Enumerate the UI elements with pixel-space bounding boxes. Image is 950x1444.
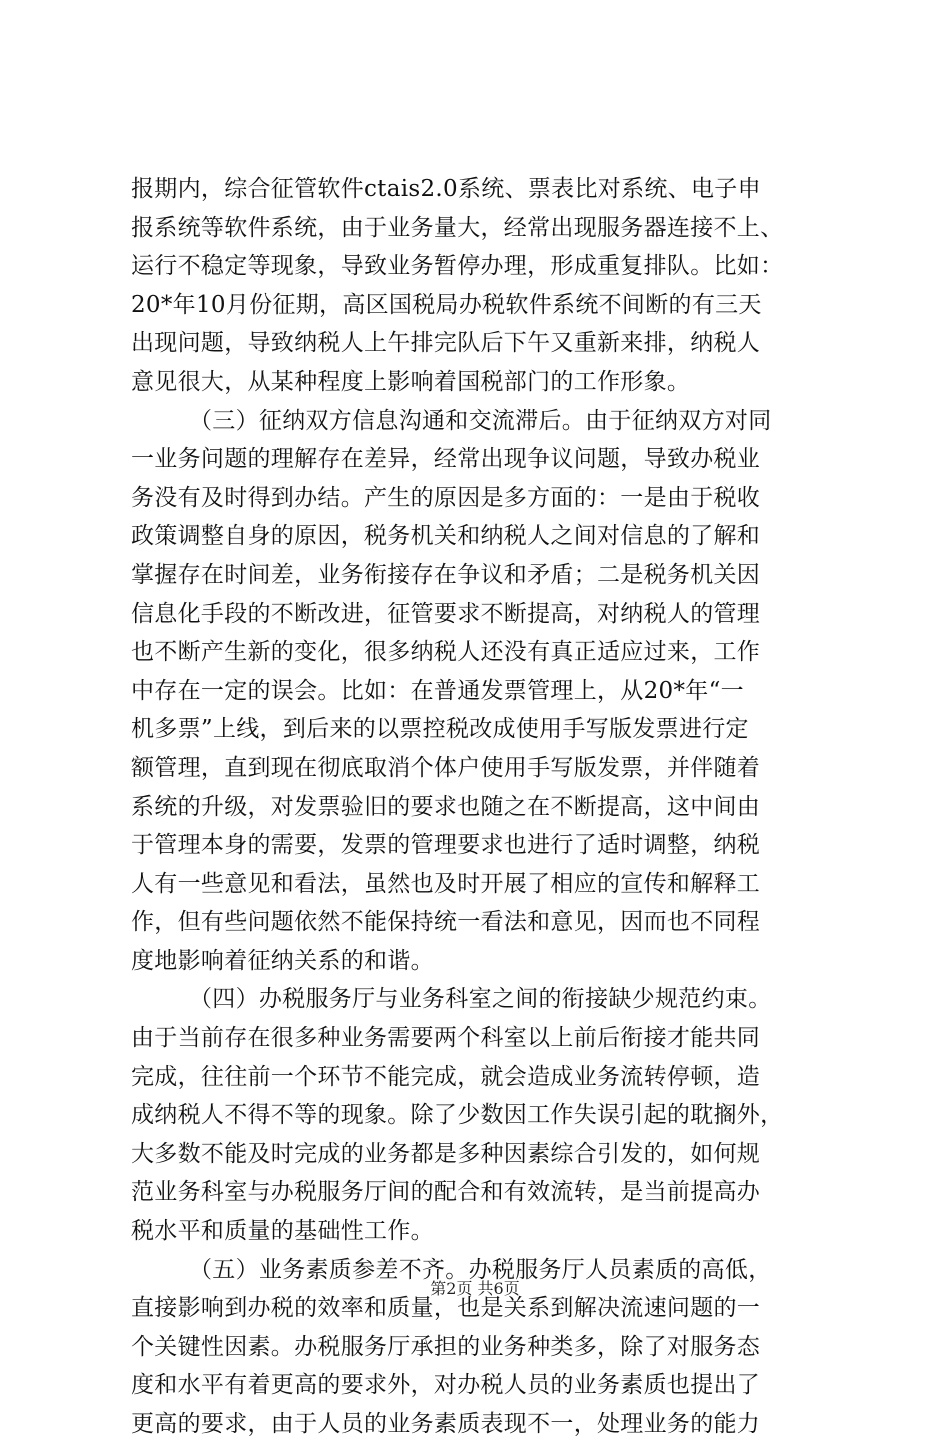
text-line: 出现问题，导致纳税人上午排完队后下午又重新来排，纳税人 [131, 330, 761, 357]
text-line: 人有一些意见和看法，虽然也及时开展了相应的宣传和解释工 [131, 870, 761, 897]
text-line: （五）业务素质参差不齐。办税服务厅人员素质的高低， [189, 1256, 772, 1283]
text-line: 范业务科室与办税服务厅间的配合和有效流转，是当前提高办 [131, 1179, 761, 1206]
text-line: 运行不稳定等现象，导致业务暂停办理，形成重复排队。比如： [131, 253, 784, 280]
text-line: 政策调整自身的原因，税务机关和纳税人之间对信息的了解和 [131, 523, 761, 550]
text-line: （三）征纳双方信息沟通和交流滞后。由于征纳双方对同 [189, 407, 772, 434]
text-line: 个关键性因素。办税服务厅承担的业务种类多，除了对服务态 [131, 1333, 761, 1360]
text-line: 作，但有些问题依然不能保持统一看法和意见，因而也不同程 [131, 909, 761, 936]
text-line: 也不断产生新的变化，很多纳税人还没有真正适应过来，工作 [131, 639, 761, 666]
page-footer: 第2页 共6页 [430, 1279, 520, 1298]
text-line: 中存在一定的误会。比如：在普通发票管理上，从20*年“一 [131, 677, 744, 704]
text-line: 度和水平有着更高的要求外，对办税人员的业务素质也提出了 [131, 1372, 761, 1399]
text-line: （四）办税服务厅与业务科室之间的衔接缺少规范约束。 [189, 986, 772, 1013]
text-line: 度地影响着征纳关系的和谐。 [131, 947, 434, 974]
text-line: 于管理本身的需要，发票的管理要求也进行了适时调整，纳税 [131, 832, 761, 859]
text-line: 税水平和质量的基础性工作。 [131, 1218, 434, 1245]
text-line: 由于当前存在很多种业务需要两个科室以上前后衔接才能共同 [131, 1025, 761, 1052]
text-line: 报期内，综合征管软件ctais2.0系统、票表比对系统、电子申 [131, 176, 761, 202]
text-line: 意见很大，从某种程度上影响着国税部门的工作形象。 [131, 368, 691, 395]
text-line: 更高的要求，由于人员的业务素质表现不一，处理业务的能力 [131, 1411, 761, 1437]
text-line: 额管理，直到现在彻底取消个体户使用手写版发票，并伴随着 [131, 754, 761, 781]
text-line: 完成，往往前一个环节不能完成，就会造成业务流转停顿，造 [131, 1063, 761, 1090]
text-line: 成纳税人不得不等的现象。除了少数因工作失误引起的耽搁外， [131, 1102, 784, 1129]
text-line: 20*年10月份征期，高区国税局办税软件系统不间断的有三天 [131, 291, 762, 318]
document-body [131, 170, 831, 1444]
text-line: 直接影响到办税的效率和质量，也是关系到解决流速问题的一 [131, 1295, 761, 1322]
text-line: 系统的升级，对发票验旧的要求也随之在不断提高，这中间由 [131, 793, 761, 820]
text-line: 大多数不能及时完成的业务都是多种因素综合引发的，如何规 [131, 1140, 761, 1167]
text-line: 务没有及时得到办结。产生的原因是多方面的：一是由于税收 [131, 484, 761, 511]
text-line: 报系统等软件系统，由于业务量大，经常出现服务器连接不上、 [131, 214, 784, 241]
text-line: 掌握存在时间差，业务衔接存在争议和矛盾；二是税务机关因 [131, 561, 761, 588]
text-line: 信息化手段的不断改进，征管要求不断提高，对纳税人的管理 [131, 600, 761, 627]
text-line: 机多票”上线，到后来的以票控税改成使用手写版发票进行定 [131, 716, 749, 743]
text-line: 一业务问题的理解存在差异，经常出现争议问题，导致办税业 [131, 446, 761, 473]
